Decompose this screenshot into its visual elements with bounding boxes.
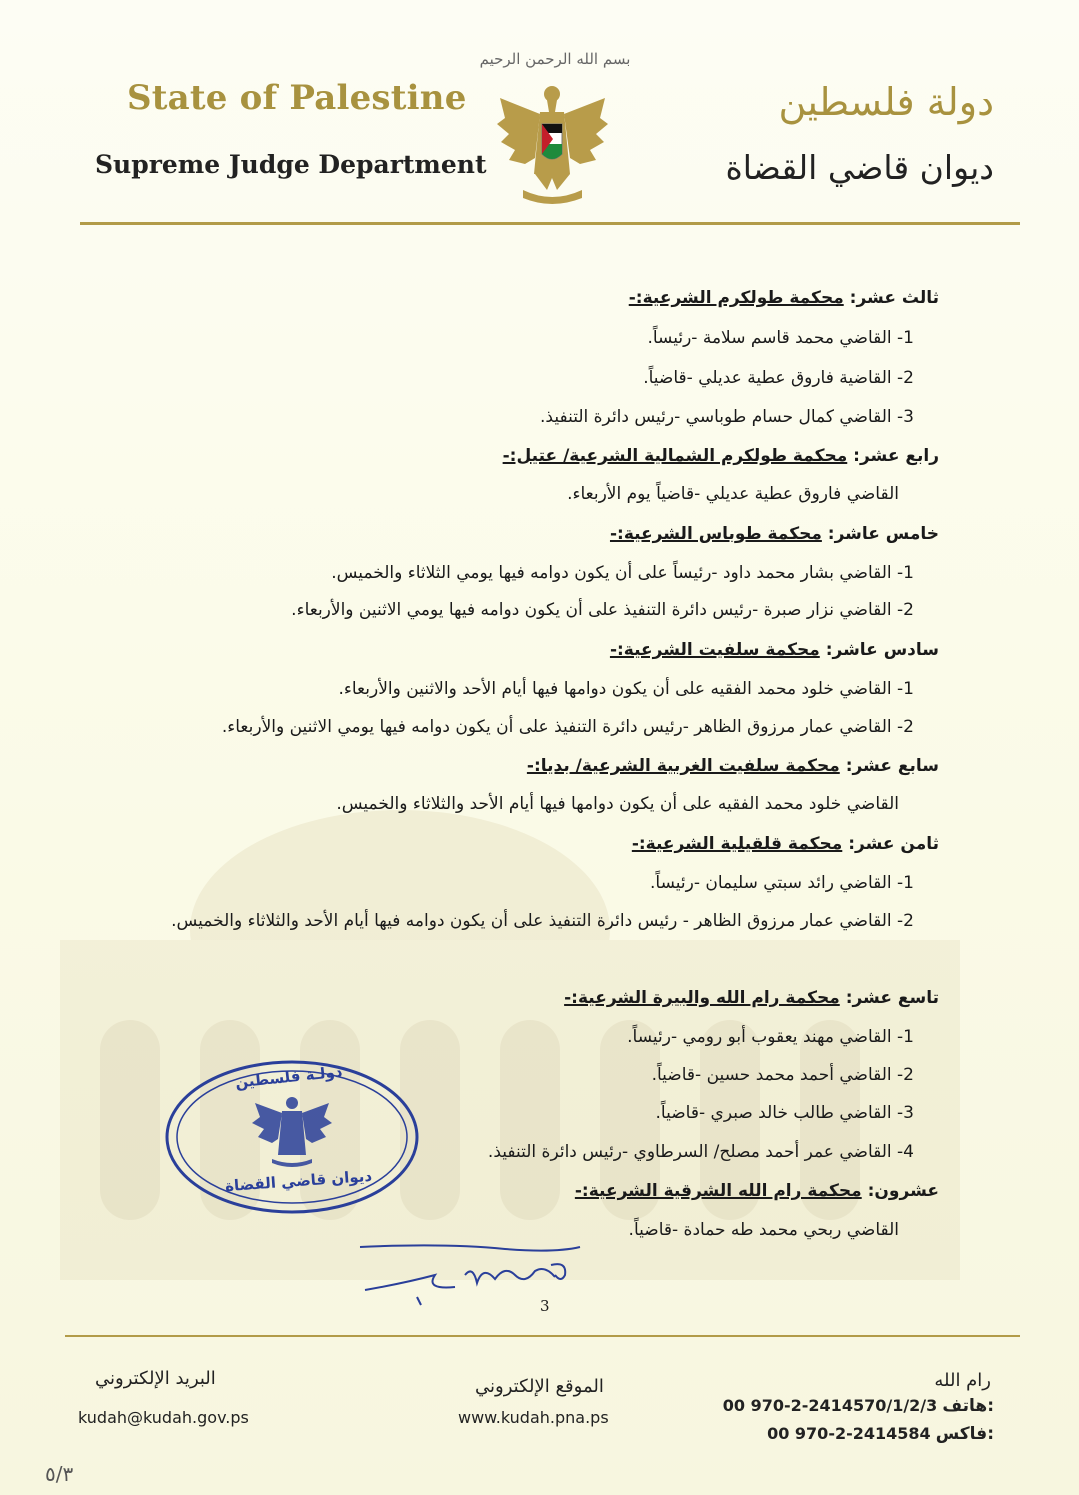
section-ordinal: سادس عاشر: — [825, 640, 939, 660]
section-heading — [629, 288, 939, 308]
section-heading — [632, 834, 939, 854]
list-item: القاضي خلود محمد الفقيه على أن يكون دوامها فيها أيام الأحد والثلاثاء والخميس. — [336, 794, 899, 814]
stamp-bottom-text: ديوان قاضي القضاة — [224, 1166, 373, 1196]
court-name: محكمة طولكرم الشمالية الشرعية/ عتيل:- — [502, 446, 848, 466]
list-item: 2- القاضي عمار مرزوق الظاهر -رئيس دائرة التنفيذ على أن يكون دوامه فيها يومي الاثنين والأربعاء. — [221, 717, 914, 737]
list-item: 1- القاضي محمد قاسم سلامة -رئيساً. — [647, 328, 914, 348]
section-heading — [610, 640, 939, 660]
email-label: البريد الإلكتروني — [95, 1368, 216, 1389]
city-name: رام الله — [934, 1370, 991, 1391]
section-ordinal: رابع عشر: — [853, 446, 939, 466]
arabic-title: دولة فلسطين — [778, 80, 994, 124]
website-url[interactable]: www.kudah.pna.ps — [458, 1408, 609, 1427]
list-item: القاضي فاروق عطية عديلي -قاضياً يوم الأربعاء. — [567, 484, 899, 504]
section-ordinal: تاسع عشر: — [845, 988, 939, 1008]
court-name: محكمة رام الله الشرقية الشرعية:- — [574, 1181, 862, 1201]
email-address[interactable]: kudah@kudah.gov.ps — [78, 1408, 249, 1427]
arabic-subtitle: ديوان قاضي القضاة — [725, 148, 994, 187]
section-ordinal: خامس عاشر: — [827, 524, 939, 544]
list-item: 3- القاضي طالب خالد صبري -قاضياً. — [655, 1103, 914, 1123]
court-name: محكمة سلفيت الغربية الشرعية/ بديا:- — [526, 756, 840, 776]
fax-label: فاكس: — [935, 1424, 994, 1444]
phone-line — [723, 1396, 994, 1416]
list-item: 4- القاضي عمر أحمد مصلح/ السرطاوي -رئيس دائرة التنفيذ. — [487, 1142, 914, 1162]
list-item: 2- القاضي نزار صبرة -رئيس دائرة التنفيذ على أن يكون دوامه فيها يومي الاثنين والأربعاء. — [291, 600, 914, 620]
fax-line — [767, 1424, 994, 1444]
list-item: 1- القاضي بشار محمد داود -رئيساً على أن يكون دوامه فيها يومي الثلاثاء والخميس. — [331, 563, 914, 583]
section-heading — [564, 988, 939, 1008]
section-heading — [503, 446, 939, 466]
court-name: محكمة طولكرم الشرعية:- — [628, 288, 844, 308]
handwritten-page-marker: ٥/٣ — [45, 1462, 74, 1486]
signature — [355, 1235, 585, 1310]
list-item: 1- القاضي مهند يعقوب أبو رومي -رئيساً. — [627, 1027, 914, 1047]
court-name: محكمة طوباس الشرعية:- — [609, 524, 822, 544]
section-heading — [610, 524, 939, 544]
stamp-top-text: دولـة فلسطين — [234, 1062, 344, 1092]
court-name: محكمة قلقيلية الشرعية:- — [631, 834, 843, 854]
phone-label: هاتف: — [942, 1396, 994, 1416]
list-item: 2- القاضية فاروق عطية عديلي -قاضياً. — [643, 368, 914, 388]
english-title: State of Palestine — [127, 78, 467, 118]
list-item: 1- القاضي رائد سبتي سليمان -رئيساً. — [650, 873, 914, 893]
english-subtitle: Supreme Judge Department — [95, 150, 487, 179]
list-item: 3- القاضي كمال حسام طوباسي -رئيس دائرة التنفيذ. — [540, 407, 914, 427]
basmala-calligraphy: بسم الله الرحمن الرحيم — [479, 50, 631, 68]
section-heading — [527, 756, 939, 776]
section-ordinal: ثالث عشر: — [849, 288, 939, 308]
header-divider — [80, 222, 1020, 225]
section-heading — [575, 1181, 939, 1201]
footer-divider — [65, 1335, 1020, 1337]
list-item: 2- القاضي عمار مرزوق الظاهر - رئيس دائرة التنفيذ على أن يكون دوامه فيها أيام الأحد والثلاثاء والخميس. — [171, 911, 914, 931]
list-item: 1- القاضي خلود محمد الفقيه على أن يكون دوامها فيها أيام الأحد والاثنين والأربعاء. — [338, 679, 914, 699]
fax-number: 00 970-2-2414584 — [767, 1424, 931, 1443]
palestine-eagle-emblem-icon — [495, 78, 610, 208]
list-item: 2- القاضي أحمد محمد حسين -قاضياً. — [651, 1065, 914, 1085]
section-ordinal: ثامن عشر: — [848, 834, 939, 854]
page-number: 3 — [540, 1297, 550, 1315]
court-name: محكمة رام الله والبيرة الشرعية:- — [564, 988, 840, 1008]
website-label: الموقع الإلكتروني — [475, 1376, 604, 1397]
phone-number: 00 970-2-2414570/1/2/3 — [722, 1396, 938, 1415]
section-ordinal: عشرون: — [867, 1181, 939, 1201]
section-ordinal: سابع عشر: — [845, 756, 939, 776]
list-item: القاضي ربحي محمد طه حمادة -قاضياً. — [628, 1220, 899, 1240]
court-name: محكمة سلفيت الشرعية:- — [609, 640, 820, 660]
